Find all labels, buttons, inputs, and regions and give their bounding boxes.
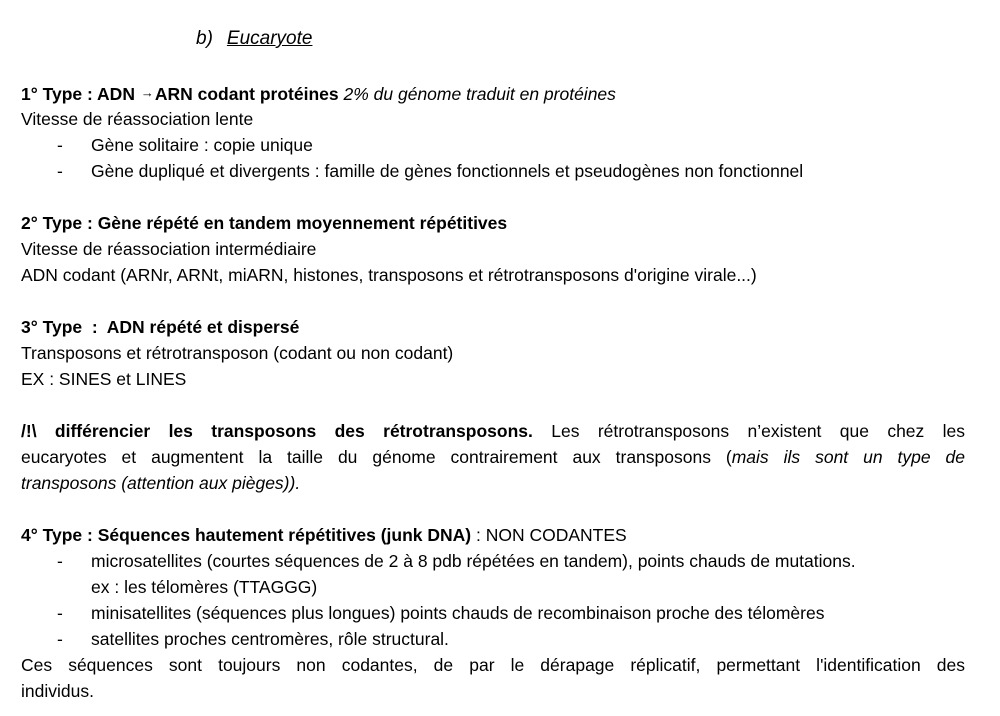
- warning-bold: /!\ différencier les transposons des rétrotransposons.: [21, 421, 533, 441]
- warning-line-3: [21, 470, 965, 496]
- type1-heading-part-b: ARN codant protéines: [154, 84, 339, 104]
- type1-note: 2% du génome traduit en protéines: [343, 84, 616, 104]
- right-arrow-icon: →: [140, 85, 154, 100]
- type3-heading: 3° Type : ADN répété et dispersé: [21, 317, 300, 337]
- spacer: [21, 184, 965, 210]
- bullet-dash: -: [57, 551, 63, 571]
- type4-bullet-1-example: ex : les télomères (TTAGGG): [91, 577, 318, 597]
- type3-line-2: EX : SINES et LINES: [21, 369, 187, 389]
- type1-speed: Vitesse de réassociation lente: [21, 109, 254, 129]
- warning-line-2-italic: mais ils sont un type de: [731, 447, 965, 467]
- warning-line-1: [21, 418, 965, 444]
- warning-line-2: [21, 444, 965, 470]
- bullet-dash: -: [57, 603, 63, 623]
- bullet-dash: -: [57, 161, 63, 181]
- type4-heading-suffix: : NON CODANTES: [471, 525, 627, 545]
- type1-heading: [21, 80, 965, 106]
- type4-bullet-2: [21, 600, 965, 626]
- bullet-text: Gène solitaire : copie unique: [91, 135, 313, 155]
- type2-speed: Vitesse de réassociation intermédiaire: [21, 239, 317, 259]
- warning-line-1-text: Les rétrotransposons n’existent que chez les: [532, 421, 965, 441]
- bullet-dash: -: [57, 135, 63, 155]
- type4-conclusion-line-2: individus.: [21, 681, 94, 701]
- warning-line-2-text: eucaryotes et augmentent la taille du génome contrairement aux transposons (: [21, 447, 732, 467]
- type4-conclusion-line-1: Ces séquences sont toujours non codantes, de par le dérapage réplicatif, permettant l'identification des: [21, 655, 965, 675]
- type4-heading-bold: 4° Type : Séquences hautement répétitives (junk DNA): [21, 525, 472, 545]
- bullet-dash: -: [57, 629, 63, 649]
- type1-heading-part-a: 1° Type : ADN: [21, 84, 135, 104]
- bullet-text: minisatellites (séquences plus longues) points chauds de recombinaison proche des télomères: [91, 603, 825, 623]
- type3-line-1: Transposons et rétrotransposon (codant ou non codant): [21, 343, 454, 363]
- type2-heading: 2° Type : Gène répété en tandem moyennement répétitives: [21, 213, 508, 233]
- type4-bullet-3: [21, 626, 965, 652]
- section-heading: [21, 24, 965, 54]
- document-page: [21, 24, 965, 704]
- bullet-text: satellites proches centromères, rôle structural.: [91, 629, 449, 649]
- section-title: Eucaryote: [226, 28, 313, 49]
- section-marker: b): [196, 28, 213, 49]
- type2-detail: ADN codant (ARNr, ARNt, miARN, histones, transposons et rétrotransposons d'origine virale...): [21, 265, 757, 285]
- bullet-text: microsatellites (courtes séquences de 2 à 8 pdb répétées en tandem), points chauds de mutations.: [91, 551, 856, 571]
- type4-bullet-1: [21, 548, 965, 574]
- spacer: [21, 288, 965, 314]
- spacer: [21, 496, 965, 522]
- type4-heading: [21, 522, 965, 548]
- spacer: [21, 54, 965, 80]
- type1-bullet-2: [21, 158, 965, 184]
- type1-bullet-1: [21, 132, 965, 158]
- warning-line-3-italic: transposons (attention aux pièges)).: [21, 473, 301, 493]
- spacer: [21, 392, 965, 418]
- bullet-text: Gène dupliqué et divergents : famille de gènes fonctionnels et pseudogènes non fonctionnel: [91, 161, 804, 181]
